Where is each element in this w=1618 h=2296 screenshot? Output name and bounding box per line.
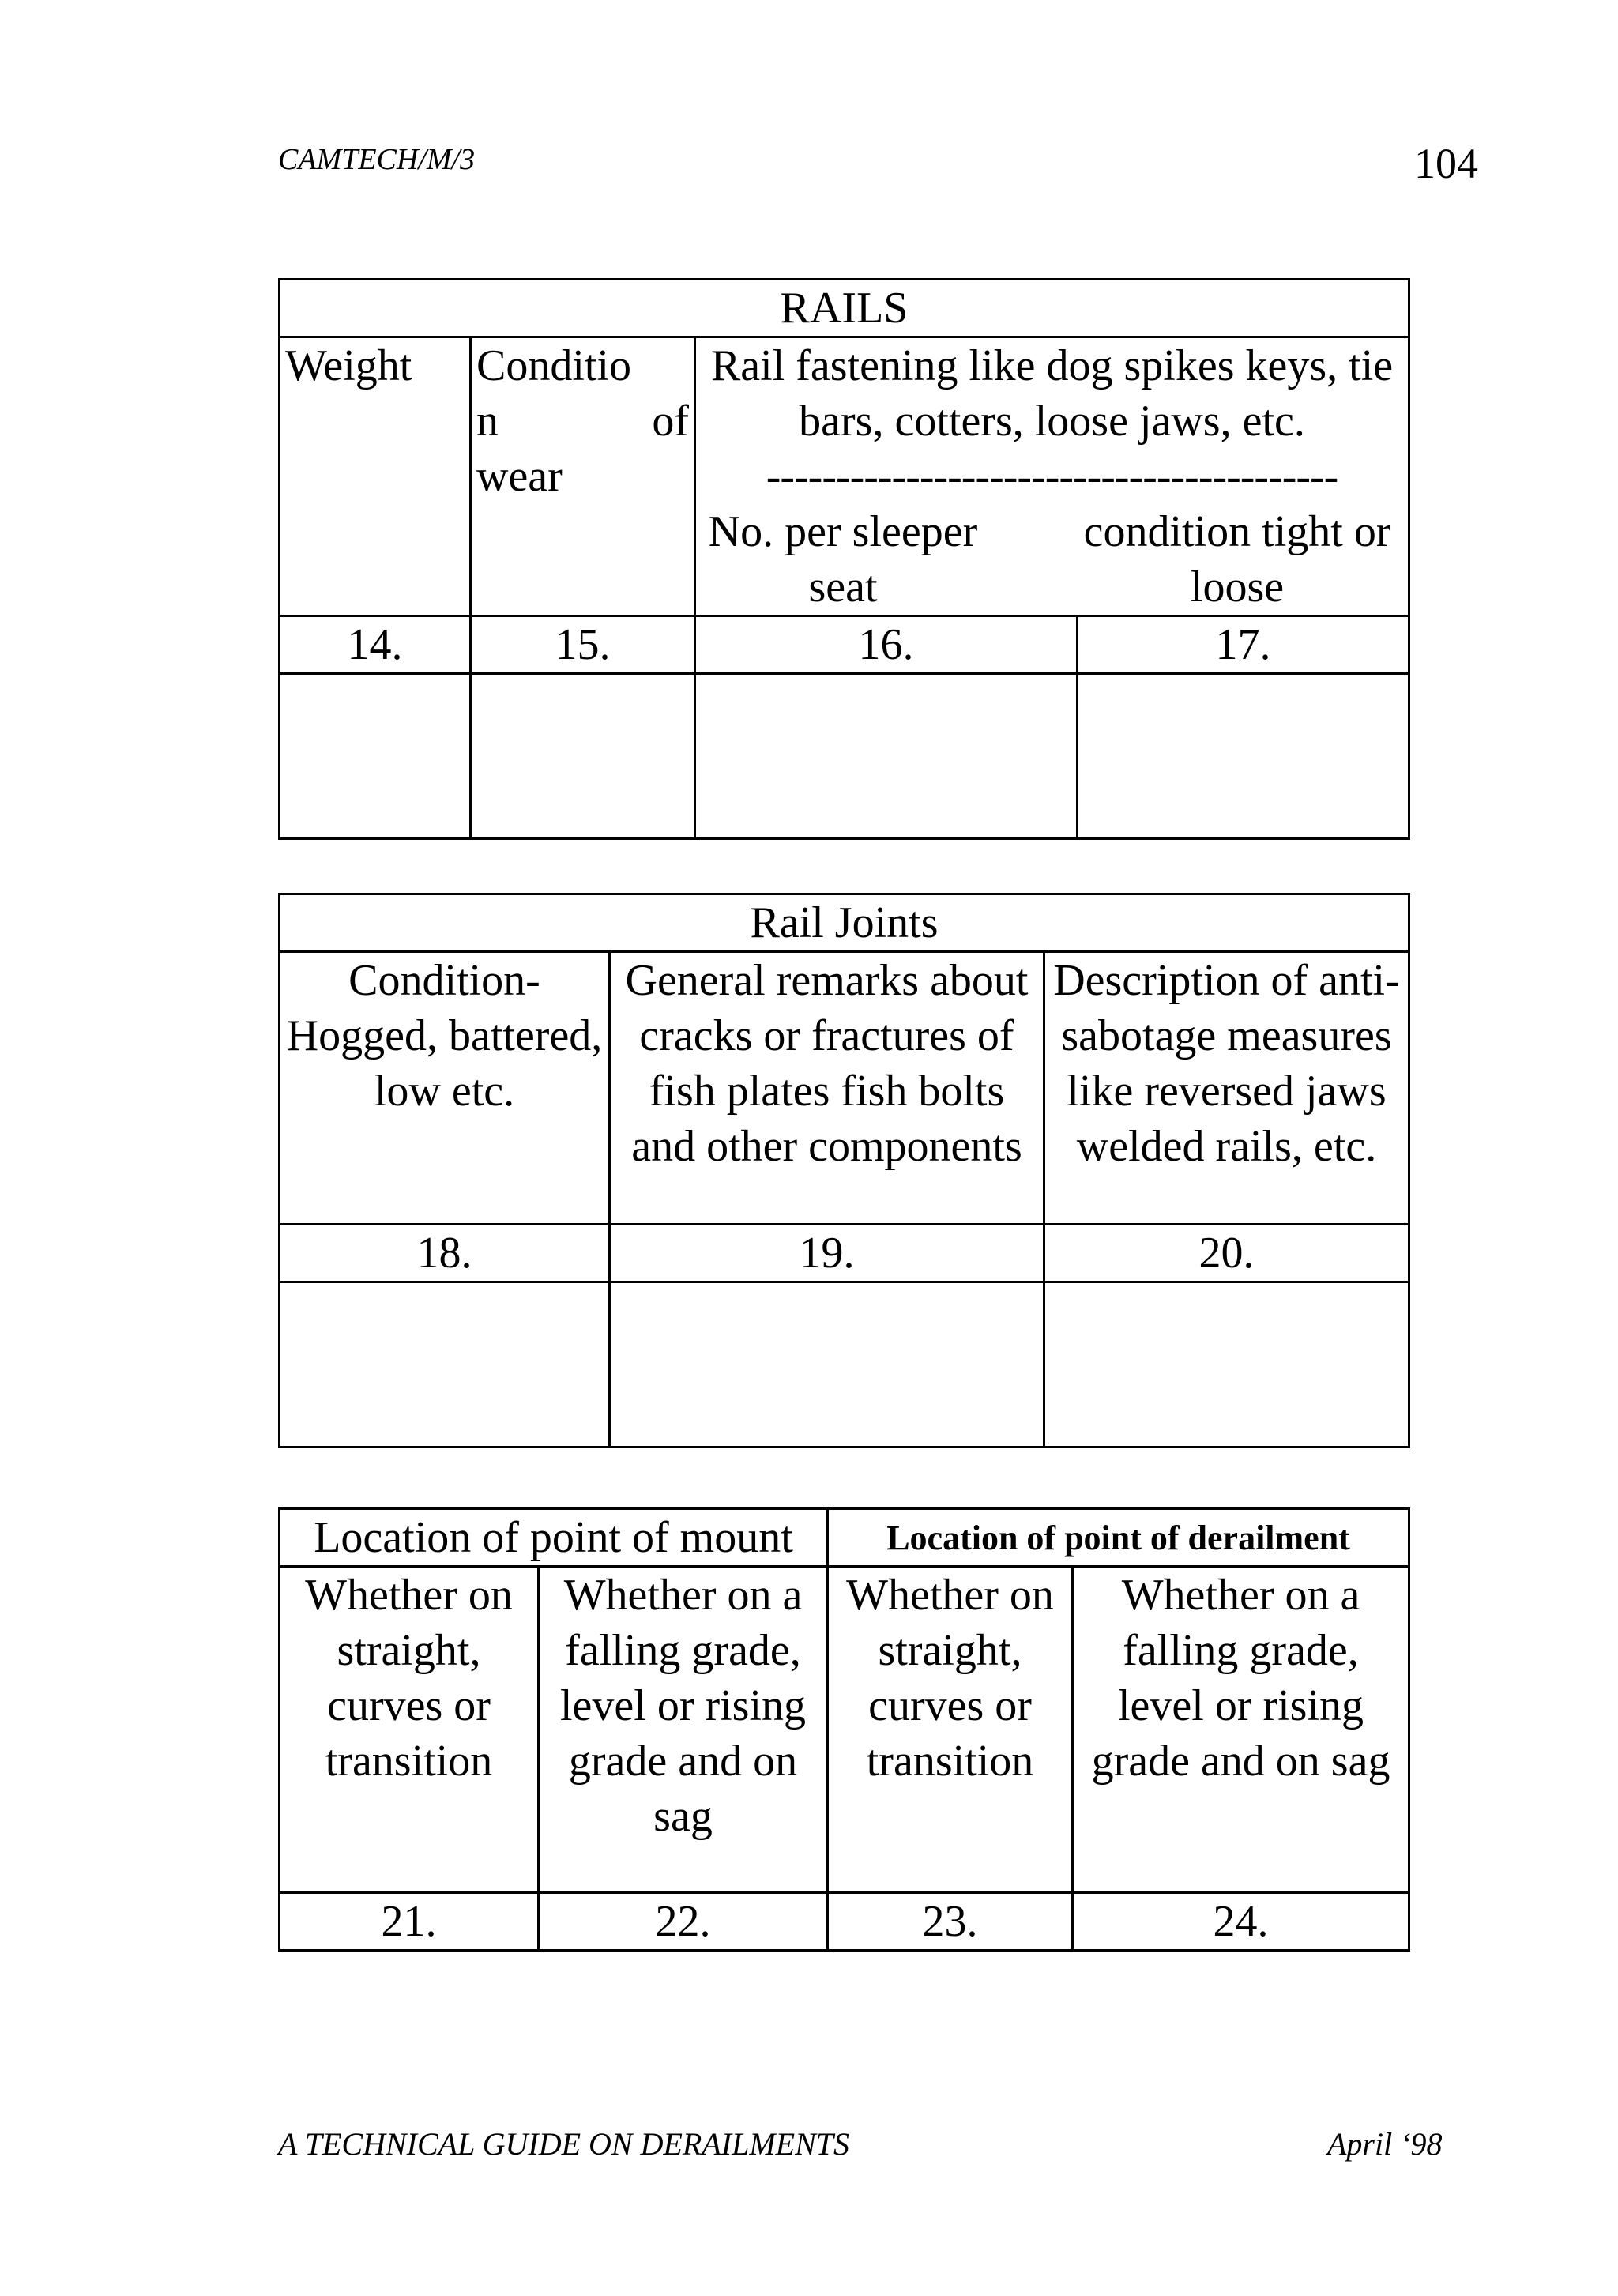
mount-location-title: Location of point of mount — [280, 1509, 828, 1567]
location-table — [278, 1507, 1410, 1952]
condition-header: Condition- Hogged, battered, low etc. — [280, 952, 610, 1225]
condition-of-wear-header: Conditio n of wear — [471, 337, 695, 616]
divider-dashes: ----------------------------------------- — [766, 452, 1338, 501]
column-number: 18. — [280, 1225, 610, 1282]
column-number: 22. — [539, 1893, 828, 1951]
entry-cell[interactable] — [610, 1282, 1044, 1447]
weight-header: Weight — [280, 337, 471, 616]
anti-sabotage-header: Description of anti-sabotage measures like reversed jaws welded rails, etc. — [1044, 952, 1409, 1225]
entry-cell[interactable] — [471, 674, 695, 839]
entry-cell[interactable] — [1044, 1282, 1409, 1447]
rail-fastening-header — [695, 337, 1409, 616]
column-number: 23. — [828, 1893, 1073, 1951]
derailment-straight-curve-header: Whether on straight, curves or transition — [828, 1567, 1073, 1893]
column-number: 24. — [1073, 1893, 1409, 1951]
column-number: 14. — [280, 616, 471, 674]
derailment-grade-header: Whether on a falling grade, level or rising grade and on sag — [1073, 1567, 1409, 1893]
entry-cell[interactable] — [695, 674, 1078, 839]
mount-grade-header: Whether on a falling grade, level or rising grade and on sag — [539, 1567, 828, 1893]
no-per-sleeper-label: No. per sleeper seat — [708, 507, 978, 612]
footer-title: A TECHNICAL GUIDE ON DERAILMENTS — [278, 2126, 850, 2162]
condition-tight-loose-label: condition tight or loose — [1083, 507, 1391, 612]
document-code: CAMTECH/M/3 — [278, 143, 476, 176]
rails-title: RAILS — [280, 280, 1409, 337]
column-number: 16. — [695, 616, 1078, 674]
general-remarks-header: General remarks about cracks or fractures of fish plates fish bolts and other components — [610, 952, 1044, 1225]
rail-joints-table — [278, 893, 1410, 1448]
column-number: 19. — [610, 1225, 1044, 1282]
page-number: 104 — [1414, 140, 1478, 187]
rail-joints-title: Rail Joints — [280, 894, 1409, 952]
column-number: 17. — [1078, 616, 1409, 674]
mount-straight-curve-header: Whether on straight, curves or transition — [280, 1567, 539, 1893]
entry-cell[interactable] — [280, 674, 471, 839]
rail-fastening-label: Rail fastening like dog spikes keys, tie bars, cotters, loose jaws, etc. — [710, 341, 1394, 446]
column-number: 15. — [471, 616, 695, 674]
column-number: 21. — [280, 1893, 539, 1951]
entry-cell[interactable] — [1078, 674, 1409, 839]
entry-cell[interactable] — [280, 1282, 610, 1447]
derailment-location-title: Location of point of derailment — [828, 1509, 1409, 1567]
rails-table — [278, 278, 1410, 840]
footer-date: April ‘98 — [1327, 2126, 1443, 2162]
column-number: 20. — [1044, 1225, 1409, 1282]
